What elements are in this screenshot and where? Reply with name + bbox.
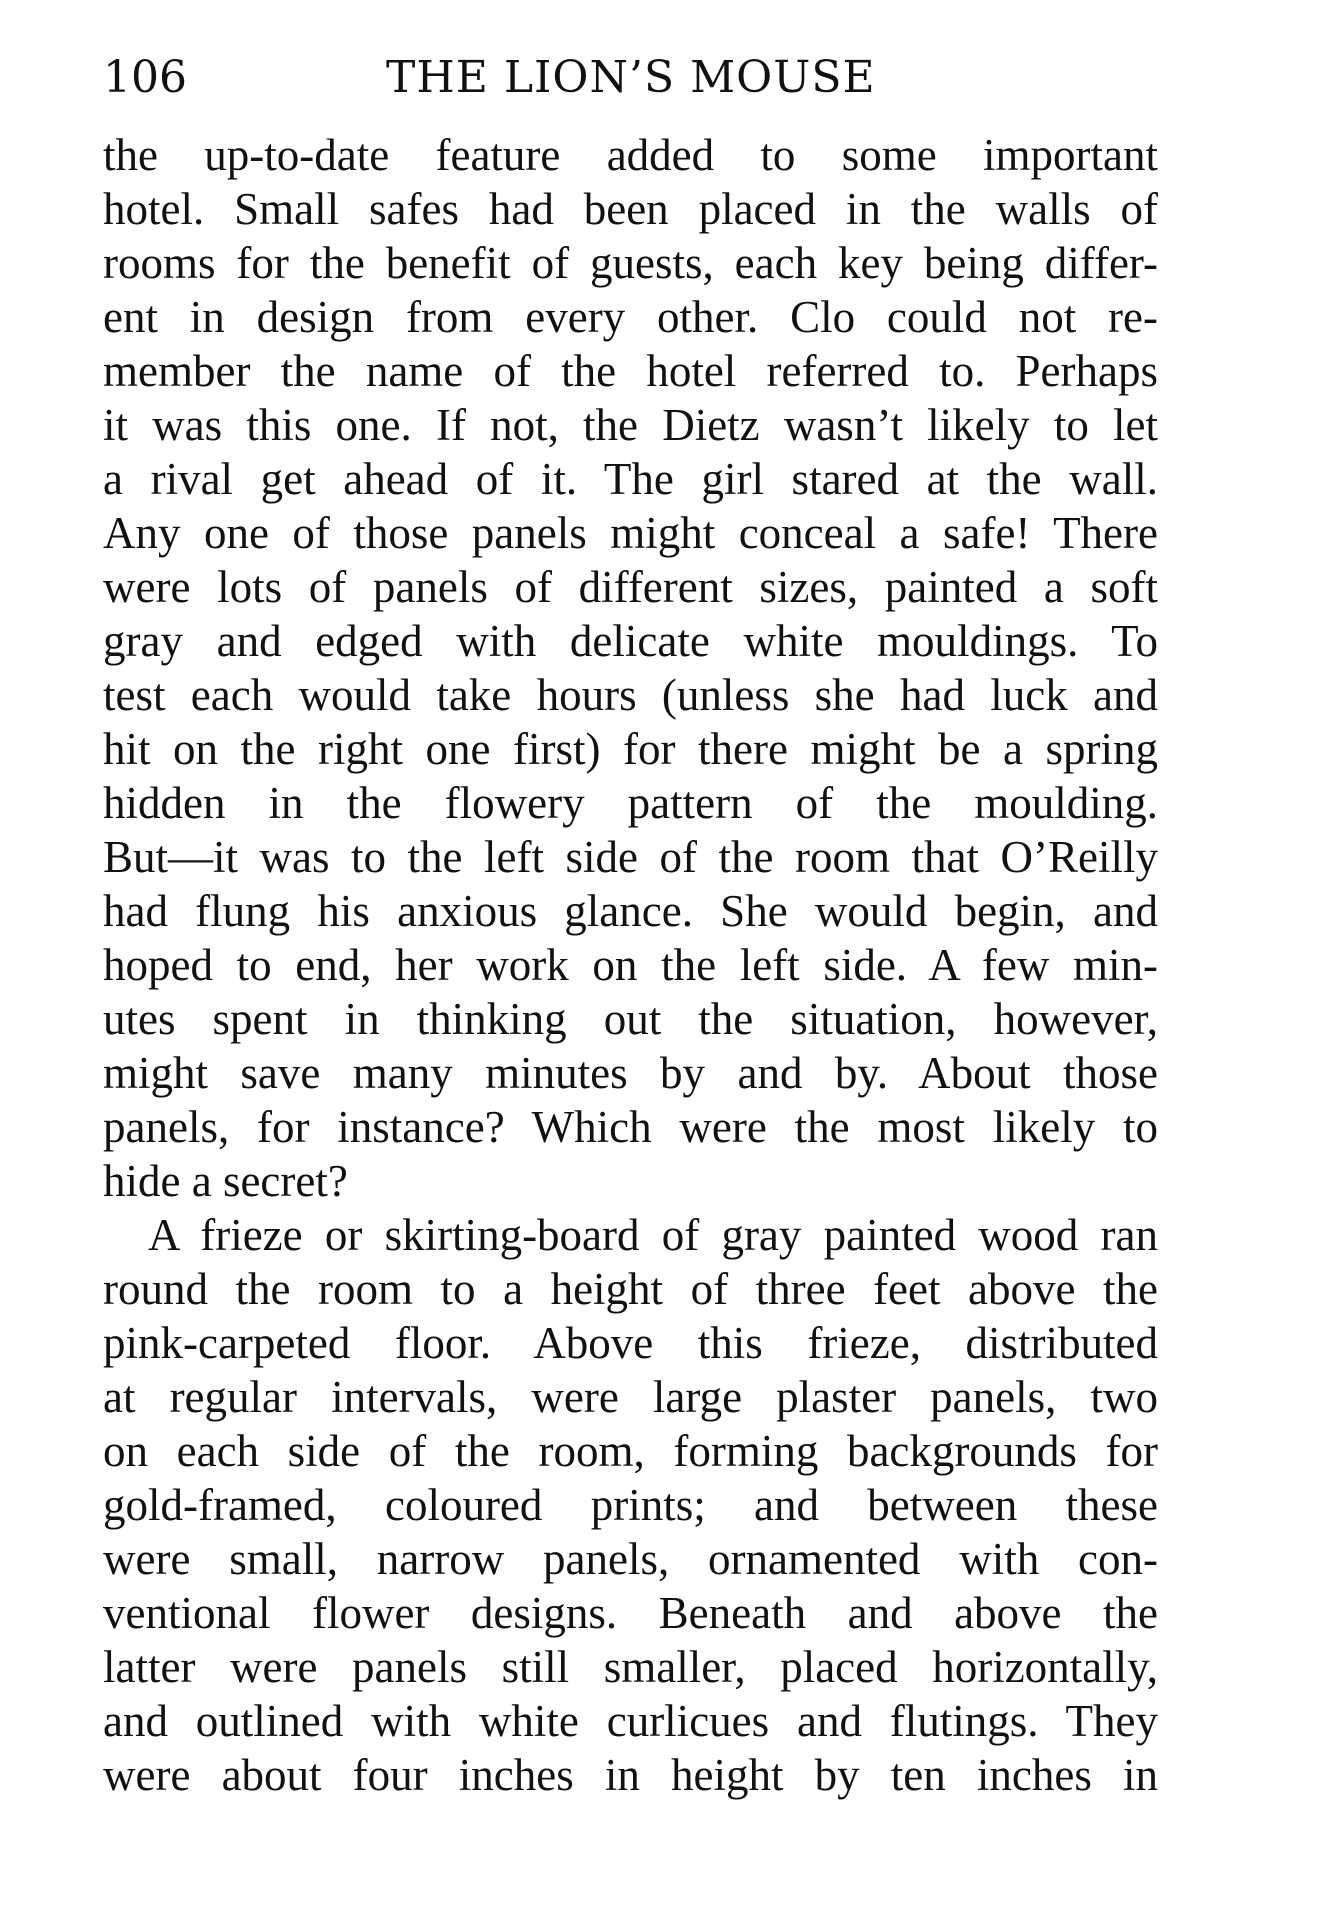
text-line: pink-carpeted floor. Above this frieze, distributed (103, 1318, 1158, 1368)
running-title: THE LION’S MOUSE (386, 52, 876, 103)
text-line: were lots of panels of different sizes, painted a soft (103, 562, 1158, 612)
text-line: it was this one. If not, the Dietz wasn’t likely to let (103, 400, 1158, 450)
body-text (103, 128, 1158, 1802)
text-line: the up-to-date feature added to some important (103, 130, 1158, 180)
text-line: ventional flower designs. Beneath and above the (103, 1588, 1158, 1638)
text-line: rooms for the benefit of guests, each key being differ- (103, 238, 1158, 288)
text-line: were small, narrow panels, ornamented with con- (103, 1534, 1158, 1584)
text-line: might save many minutes by and by. About those (103, 1048, 1158, 1098)
text-line: and outlined with white curlicues and flutings. They (103, 1696, 1158, 1746)
text-line: hotel. Small safes had been placed in the walls of (103, 184, 1158, 234)
text-line: hide a secret? (103, 1156, 348, 1206)
text-line: a rival get ahead of it. The girl stared at the wall. (103, 454, 1158, 504)
text-line: on each side of the room, forming backgrounds for (103, 1426, 1158, 1476)
text-line: Any one of those panels might conceal a safe! There (103, 508, 1158, 558)
text-line: had flung his anxious glance. She would begin, and (103, 886, 1158, 936)
text-line: utes spent in thinking out the situation, however, (103, 994, 1158, 1044)
text-line: hit on the right one first) for there might be a spring (103, 724, 1158, 774)
running-head (103, 48, 1158, 108)
text-line: latter were panels still smaller, placed horizontally, (103, 1642, 1158, 1692)
text-line: test each would take hours (unless she had luck and (103, 670, 1158, 720)
page-number: 106 (103, 52, 187, 103)
text-line: gold-framed, coloured prints; and between these (103, 1480, 1158, 1530)
text-line: member the name of the hotel referred to. Perhaps (103, 346, 1158, 396)
text-line: hidden in the flowery pattern of the moulding. (103, 778, 1158, 828)
text-line: hoped to end, her work on the left side. A few min- (103, 940, 1158, 990)
text-line: But—it was to the left side of the room that O’Reilly (103, 832, 1158, 882)
text-line: at regular intervals, were large plaster panels, two (103, 1372, 1158, 1422)
text-line: round the room to a height of three feet above the (103, 1264, 1158, 1314)
text-line: ent in design from every other. Clo could not re- (103, 292, 1158, 342)
text-line: were about four inches in height by ten inches in (103, 1750, 1158, 1800)
text-line: gray and edged with delicate white mouldings. To (103, 616, 1158, 666)
text-line: panels, for instance? Which were the most likely to (103, 1102, 1158, 1152)
text-line: A frieze or skirting-board of gray painted wood ran (148, 1210, 1158, 1260)
